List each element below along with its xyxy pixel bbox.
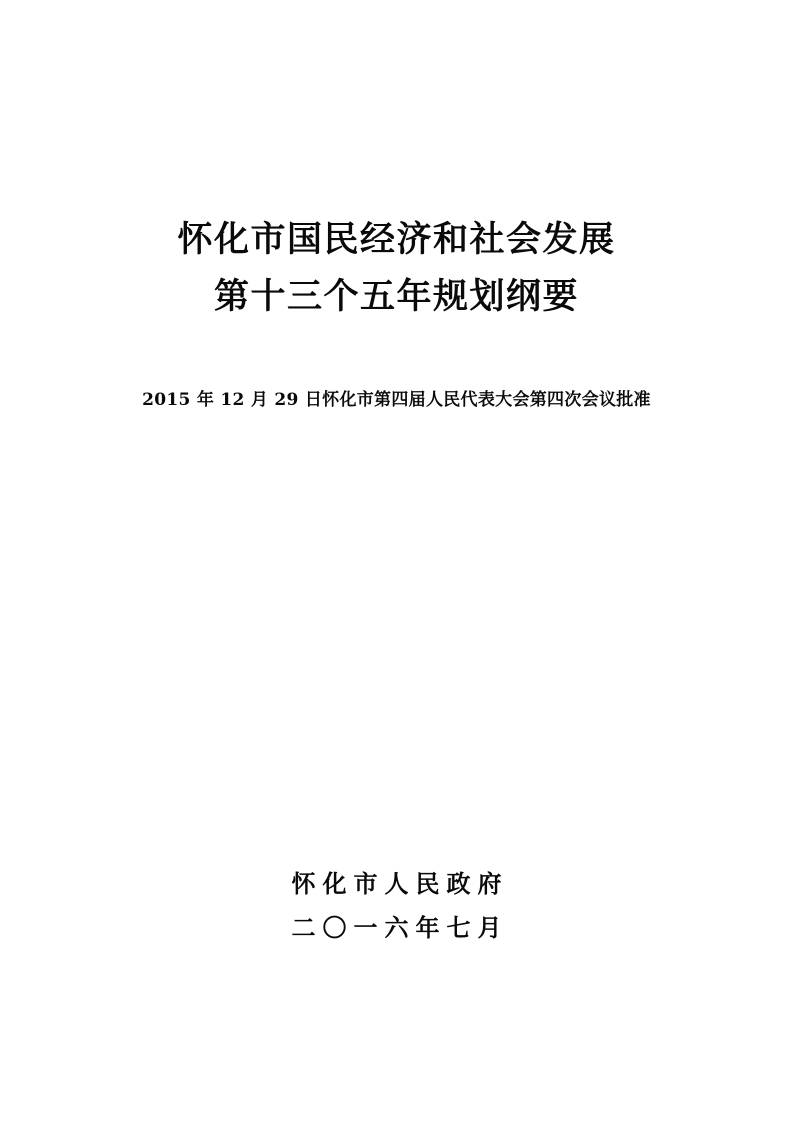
- issuer-block: [0, 862, 793, 951]
- title-line-2: 第十三个五年规划纲要: [213, 275, 579, 317]
- approval-note: 2015 年 12 月 29 日怀化市第四届人民代表大会第四次会议批准: [142, 390, 651, 410]
- title-line-1: 怀化市国民经济和社会发展: [177, 219, 616, 260]
- issuer-name: 怀化市人民政府: [291, 869, 509, 898]
- document-title: [0, 212, 793, 325]
- issuer-date: 二〇一六年七月: [291, 913, 509, 943]
